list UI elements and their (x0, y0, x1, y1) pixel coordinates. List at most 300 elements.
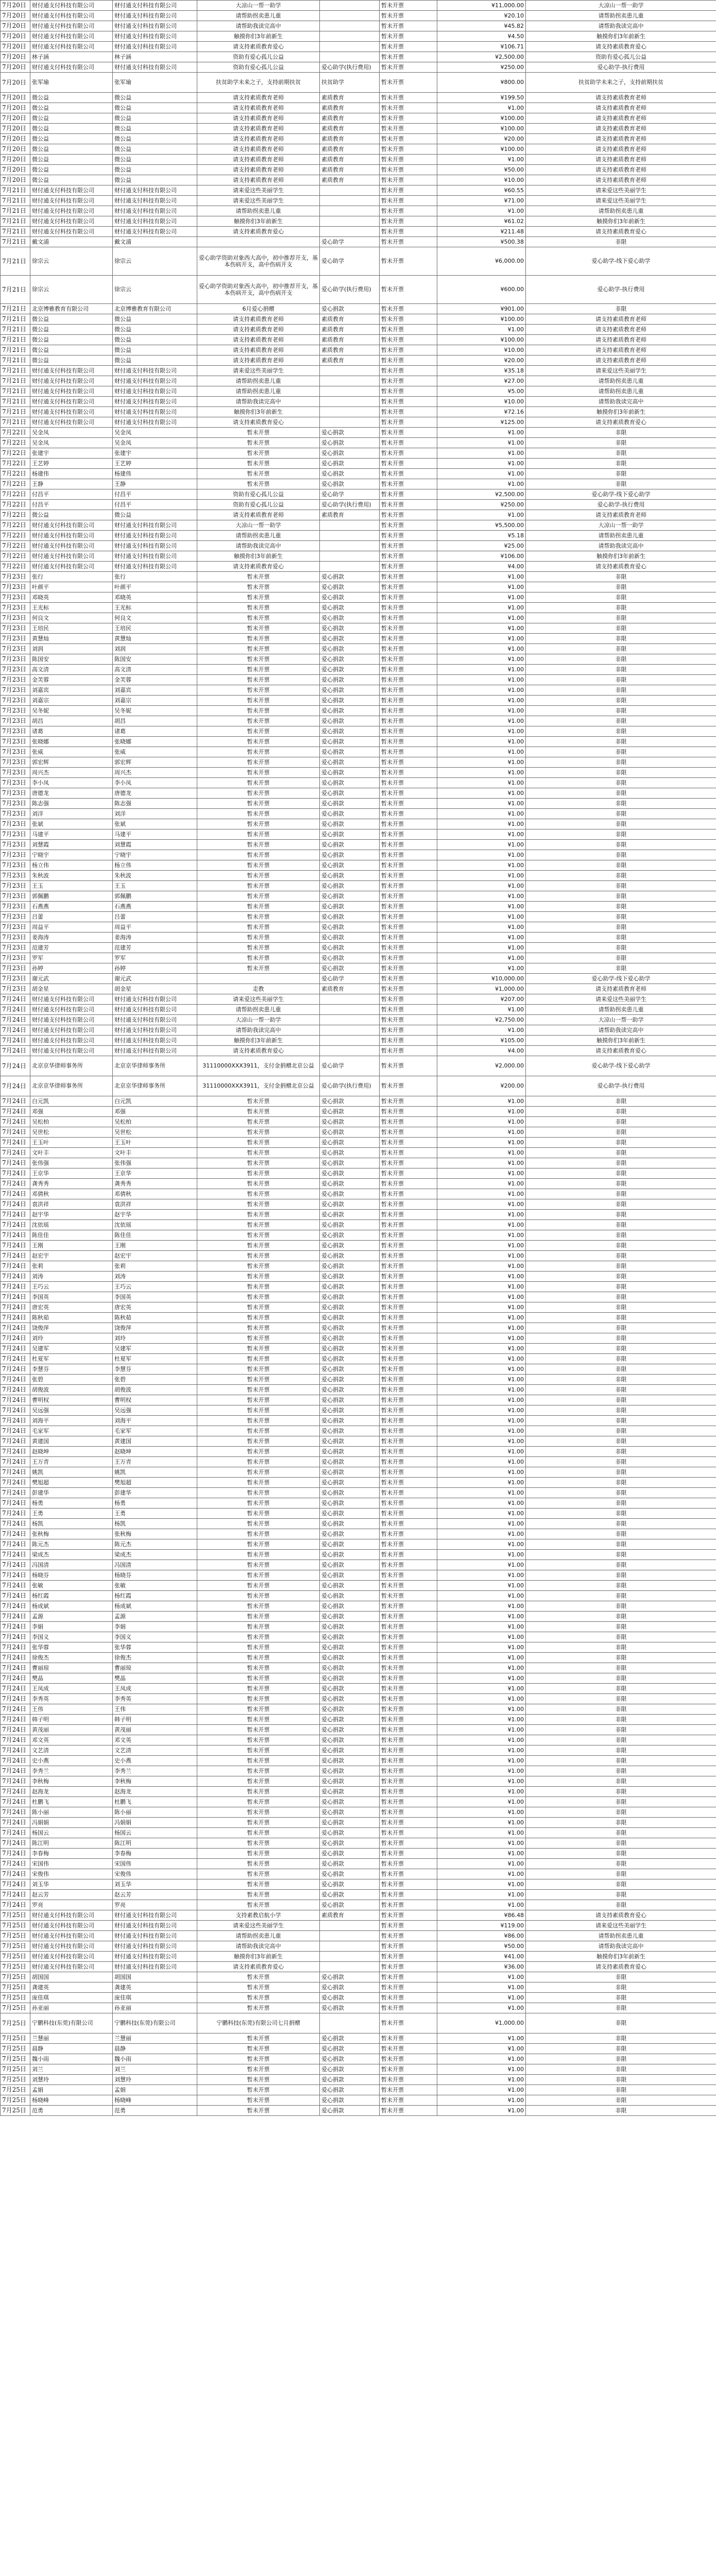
cell-purpose: 暂未开票 (197, 726, 320, 737)
cell-donor: 微公益 (30, 314, 113, 325)
cell-date: 7月23日 (1, 685, 30, 696)
cell-date: 7月24日 (1, 1694, 30, 1704)
cell-amount: ¥1.00 (437, 788, 526, 799)
cell-purpose: 请帮助拐卖患儿重 (197, 11, 320, 21)
table-row (1, 1005, 716, 1015)
table-row (1, 335, 716, 345)
cell-category: 爱心捐款 (320, 902, 380, 912)
cell-method: 暂未开票 (380, 778, 437, 788)
cell-method: 暂未开票 (380, 2106, 437, 2116)
table-row (1, 1416, 716, 1426)
cell-purpose: 暂未开票 (197, 850, 320, 860)
cell-category: 素质教育 (320, 1910, 380, 1921)
cell-donor: 财付通支付科技有限公司 (30, 531, 113, 541)
cell-date: 7月24日 (1, 1426, 30, 1436)
cell-payer: 胡国国 (113, 1972, 197, 1982)
cell-date: 7月20日 (1, 93, 30, 103)
cell-destination: 非限 (526, 696, 716, 706)
cell-donor: 孙亚丽 (30, 2003, 113, 2013)
cell-category: 爱心捐款 (320, 912, 380, 922)
cell-donor: 张晓娜 (30, 737, 113, 747)
cell-amount: ¥1.00 (437, 582, 526, 592)
table-row (1, 768, 716, 778)
cell-amount: ¥901.00 (437, 304, 526, 314)
cell-destination: 非限 (526, 654, 716, 665)
cell-date: 7月24日 (1, 1272, 30, 1282)
cell-amount: ¥119.00 (437, 1921, 526, 1931)
cell-donor: 张行 (30, 572, 113, 582)
cell-purpose: 暂未开票 (197, 1467, 320, 1478)
cell-destination: 非限 (526, 1828, 716, 1838)
cell-destination: 非限 (526, 1539, 716, 1550)
cell-category (320, 1962, 380, 1972)
cell-donor: 孟娟 (30, 2085, 113, 2095)
cell-category: 爱心助学 (320, 247, 380, 276)
cell-category: 爱心捐款 (320, 1849, 380, 1859)
cell-method: 暂未开票 (380, 1993, 437, 2003)
cell-date: 7月23日 (1, 850, 30, 860)
cell-date: 7月24日 (1, 1776, 30, 1787)
cell-donor: 石燕燕 (30, 902, 113, 912)
cell-date: 7月24日 (1, 1148, 30, 1158)
cell-date: 7月24日 (1, 1787, 30, 1797)
cell-payer: 冯娟娟 (113, 1818, 197, 1828)
cell-amount: ¥1.00 (437, 912, 526, 922)
cell-amount: ¥35.18 (437, 366, 526, 376)
cell-payer: 李国义 (113, 1632, 197, 1642)
cell-destination: 请来爱这些美丽学生 (526, 196, 716, 206)
cell-payer: 财付通支付科技有限公司 (113, 1910, 197, 1921)
table-row (1, 613, 716, 623)
cell-category (320, 1941, 380, 1952)
cell-purpose: 暂未开票 (197, 2054, 320, 2064)
cell-method: 暂未开票 (380, 974, 437, 984)
table-row (1, 1673, 716, 1684)
cell-category: 爱心捐款 (320, 1539, 380, 1550)
table-row (1, 62, 716, 73)
cell-payer: 微公益 (113, 134, 197, 144)
cell-destination: 非限 (526, 1838, 716, 1849)
cell-donor: 王巧云 (30, 1282, 113, 1292)
table-row (1, 984, 716, 994)
cell-amount: ¥5,500.00 (437, 520, 526, 531)
table-row (1, 1756, 716, 1766)
cell-donor: 李春梅 (30, 1849, 113, 1859)
cell-method: 暂未开票 (380, 103, 437, 113)
cell-date: 7月22日 (1, 448, 30, 459)
cell-method: 暂未开票 (380, 891, 437, 902)
cell-donor: 叶颜平 (30, 582, 113, 592)
cell-method: 暂未开票 (380, 1776, 437, 1787)
table-row (1, 1632, 716, 1642)
cell-category: 爱心助学 (320, 1056, 380, 1076)
cell-date: 7月22日 (1, 428, 30, 438)
cell-purpose: 请帮助我读完高中 (197, 397, 320, 407)
cell-date: 7月21日 (1, 216, 30, 227)
table-row (1, 943, 716, 953)
cell-purpose: 暂未开票 (197, 1272, 320, 1282)
cell-method: 暂未开票 (380, 1694, 437, 1704)
cell-date: 7月20日 (1, 21, 30, 31)
cell-destination: 非限 (526, 675, 716, 685)
cell-category: 爱心捐款 (320, 1230, 380, 1241)
cell-category: 爱心捐款 (320, 1622, 380, 1632)
cell-amount: ¥211.48 (437, 227, 526, 237)
cell-method: 暂未开票 (380, 2064, 437, 2075)
table-row (1, 891, 716, 902)
cell-purpose: 暂未开票 (197, 1210, 320, 1220)
cell-method: 暂未开票 (380, 572, 437, 582)
cell-date: 7月25日 (1, 1931, 30, 1941)
cell-destination: 非限 (526, 768, 716, 778)
cell-category (320, 1015, 380, 1025)
cell-purpose: 6月爱心捐赠 (197, 304, 320, 314)
cell-category: 爱心捐款 (320, 1107, 380, 1117)
cell-payer: 吴松柏 (113, 1117, 197, 1127)
cell-payer: 张华蓉 (113, 1642, 197, 1653)
cell-purpose: 暂未开票 (197, 1622, 320, 1632)
cell-method: 暂未开票 (380, 417, 437, 428)
cell-payer: 财付通支付科技有限公司 (113, 206, 197, 216)
cell-purpose: 暂未开票 (197, 623, 320, 634)
cell-donor: 刘涛 (30, 1272, 113, 1282)
cell-payer: 范勇 (113, 2106, 197, 2116)
table-row (1, 448, 716, 459)
cell-method: 暂未开票 (380, 1591, 437, 1601)
cell-date: 7月20日 (1, 165, 30, 175)
cell-method: 暂未开票 (380, 1015, 437, 1025)
cell-payer: 杨成斌 (113, 1601, 197, 1612)
cell-method: 暂未开票 (380, 809, 437, 819)
cell-date: 7月20日 (1, 124, 30, 134)
cell-method: 暂未开票 (380, 1436, 437, 1447)
cell-donor: 郭宏辉 (30, 757, 113, 768)
cell-destination: 非限 (526, 1323, 716, 1333)
cell-purpose: 暂未开票 (197, 1107, 320, 1117)
cell-category (320, 1036, 380, 1046)
cell-category: 爱心捐款 (320, 1426, 380, 1436)
cell-category (320, 2013, 380, 2033)
cell-payer: 财付通支付科技有限公司 (113, 520, 197, 531)
cell-destination: 请支持素质教育老师 (526, 510, 716, 520)
cell-donor: 财付通支付科技有限公司 (30, 216, 113, 227)
cell-destination: 非限 (526, 1612, 716, 1622)
cell-purpose: 暂未开票 (197, 809, 320, 819)
cell-destination: 非限 (526, 726, 716, 737)
cell-donor: 微公益 (30, 355, 113, 366)
cell-destination: 非限 (526, 1282, 716, 1292)
table-row (1, 685, 716, 696)
cell-method: 暂未开票 (380, 1766, 437, 1776)
cell-category: 爱心捐款 (320, 592, 380, 603)
cell-date: 7月24日 (1, 1756, 30, 1766)
cell-amount: ¥1.00 (437, 1168, 526, 1179)
cell-payer: 白元凯 (113, 1096, 197, 1107)
table-row (1, 953, 716, 963)
cell-destination: 非限 (526, 1653, 716, 1663)
cell-purpose: 暂未开票 (197, 1879, 320, 1890)
cell-category (320, 1005, 380, 1015)
cell-donor: 饶俊萍 (30, 1323, 113, 1333)
cell-donor: 杨勇 (30, 1498, 113, 1509)
cell-destination: 触摸你们3年前新生 (526, 407, 716, 417)
cell-category: 爱心捐款 (320, 1663, 380, 1673)
cell-purpose: 暂未开票 (197, 613, 320, 623)
table-row (1, 469, 716, 479)
cell-purpose: 大凉山一帮一助学 (197, 1, 320, 11)
cell-method: 暂未开票 (380, 1869, 437, 1879)
cell-category: 爱心捐款 (320, 2064, 380, 2075)
cell-payer: 杜夏军 (113, 1354, 197, 1364)
cell-payer: 孙婷 (113, 963, 197, 974)
cell-date: 7月24日 (1, 1117, 30, 1127)
cell-method: 暂未开票 (380, 325, 437, 335)
cell-destination: 非限 (526, 469, 716, 479)
cell-destination: 非限 (526, 1560, 716, 1570)
cell-category: 爱心捐款 (320, 428, 380, 438)
table-row (1, 1272, 716, 1282)
cell-destination: 非限 (526, 1107, 716, 1117)
cell-purpose: 暂未开票 (197, 479, 320, 489)
cell-payer: 王勇 (113, 1509, 197, 1519)
cell-date: 7月20日 (1, 42, 30, 52)
cell-method: 暂未开票 (380, 1818, 437, 1828)
cell-destination: 扶贫助学未来之子，支持前期扶贫 (526, 73, 716, 93)
cell-method: 暂未开票 (380, 1539, 437, 1550)
cell-donor: 刘慧玲 (30, 2075, 113, 2085)
cell-date: 7月21日 (1, 386, 30, 397)
cell-category: 爱心捐款 (320, 1292, 380, 1302)
table-row (1, 1127, 716, 1138)
cell-date: 7月23日 (1, 974, 30, 984)
cell-category: 爱心捐款 (320, 726, 380, 737)
cell-category: 素质教育 (320, 93, 380, 103)
cell-destination: 请支持素质教育老师 (526, 325, 716, 335)
cell-method: 暂未开票 (380, 685, 437, 696)
cell-donor: 吕蕾 (30, 912, 113, 922)
cell-donor: 微公益 (30, 165, 113, 175)
table-row (1, 1869, 716, 1879)
cell-payer: 张秋梅 (113, 1529, 197, 1539)
cell-donor: 微公益 (30, 134, 113, 144)
cell-purpose: 暂未开票 (197, 1818, 320, 1828)
table-row (1, 479, 716, 489)
cell-amount: ¥10.00 (437, 345, 526, 355)
table-row (1, 644, 716, 654)
cell-purpose: 暂未开票 (197, 1519, 320, 1529)
cell-payer: 财付通支付科技有限公司 (113, 376, 197, 386)
cell-category: 爱心捐款 (320, 1457, 380, 1467)
cell-category: 爱心捐款 (320, 1673, 380, 1684)
cell-category: 爱心捐款 (320, 747, 380, 757)
cell-payer: 财付通支付科技有限公司 (113, 407, 197, 417)
cell-method: 暂未开票 (380, 1570, 437, 1581)
cell-method: 暂未开票 (380, 1138, 437, 1148)
cell-amount: ¥1.00 (437, 2085, 526, 2095)
cell-donor: 周益平 (30, 922, 113, 933)
cell-amount: ¥1.00 (437, 1364, 526, 1375)
cell-payer: 张晓娜 (113, 737, 197, 747)
table-row (1, 1509, 716, 1519)
cell-method: 暂未开票 (380, 912, 437, 922)
cell-destination: 请帮助我读完高中 (526, 1025, 716, 1036)
table-row (1, 113, 716, 124)
cell-donor: 宁鹏科技(东莞)有限公司 (30, 2013, 113, 2033)
cell-destination: 非限 (526, 1529, 716, 1539)
cell-destination: 非限 (526, 572, 716, 582)
cell-donor: 王万青 (30, 1457, 113, 1467)
cell-destination: 请支持素质教育爱心 (526, 42, 716, 52)
cell-destination: 非限 (526, 881, 716, 891)
cell-purpose: 暂未开票 (197, 1890, 320, 1900)
cell-method: 暂未开票 (380, 1148, 437, 1158)
cell-purpose: 暂未开票 (197, 1993, 320, 2003)
cell-payer: 王玉 (113, 881, 197, 891)
cell-purpose: 暂未开票 (197, 1982, 320, 1993)
table-row (1, 345, 716, 355)
table-row (1, 103, 716, 113)
cell-category: 爱心捐款 (320, 881, 380, 891)
cell-method: 暂未开票 (380, 1158, 437, 1168)
table-row (1, 1838, 716, 1849)
cell-destination: 触摸你们3年前新生 (526, 551, 716, 562)
table-row (1, 623, 716, 634)
cell-destination: 非限 (526, 1447, 716, 1457)
cell-category: 爱心捐款 (320, 1612, 380, 1622)
cell-date: 7月24日 (1, 1056, 30, 1076)
cell-donor: 黄茂丽 (30, 1725, 113, 1735)
cell-method: 暂未开票 (380, 1302, 437, 1313)
cell-payer: 财付通支付科技有限公司 (113, 386, 197, 397)
cell-method: 暂未开票 (380, 1488, 437, 1498)
cell-method: 暂未开票 (380, 1787, 437, 1797)
cell-date: 7月24日 (1, 1251, 30, 1261)
cell-purpose: 暂未开票 (197, 1539, 320, 1550)
table-row (1, 603, 716, 613)
cell-date: 7月20日 (1, 31, 30, 42)
cell-donor: 史小燕 (30, 1756, 113, 1766)
cell-method: 暂未开票 (380, 2095, 437, 2106)
cell-date: 7月21日 (1, 276, 30, 304)
cell-payer: 财付通支付科技有限公司 (113, 417, 197, 428)
table-row (1, 155, 716, 165)
cell-amount: ¥41.00 (437, 1952, 526, 1962)
cell-date: 7月24日 (1, 1036, 30, 1046)
cell-donor: 财付通支付科技有限公司 (30, 520, 113, 531)
cell-destination: 爱心助学-线下爱心助学 (526, 489, 716, 500)
cell-donor: 黄慧灿 (30, 634, 113, 644)
cell-destination: 非限 (526, 2033, 716, 2044)
cell-amount: ¥1.00 (437, 1189, 526, 1199)
table-row (1, 2044, 716, 2054)
cell-donor: 北京京华律师事务所 (30, 1076, 113, 1096)
table-row (1, 314, 716, 325)
cell-donor: 吴金凤 (30, 428, 113, 438)
cell-donor: 王光标 (30, 603, 113, 613)
cell-method: 暂未开票 (380, 1952, 437, 1962)
cell-date: 7月23日 (1, 799, 30, 809)
table-row (1, 1158, 716, 1168)
cell-date: 7月22日 (1, 562, 30, 572)
cell-date: 7月24日 (1, 1385, 30, 1395)
cell-date: 7月24日 (1, 1364, 30, 1375)
cell-amount: ¥1.00 (437, 1612, 526, 1622)
cell-amount: ¥61.02 (437, 216, 526, 227)
cell-destination: 请来爱这些美丽学生 (526, 1921, 716, 1931)
cell-category: 爱心捐款 (320, 2003, 380, 2013)
cell-amount: ¥1.00 (437, 1849, 526, 1859)
cell-donor: 文叶丰 (30, 1148, 113, 1158)
cell-method: 暂未开票 (380, 1807, 437, 1818)
cell-method: 暂未开票 (380, 489, 437, 500)
cell-payer: 曹丽琼 (113, 1663, 197, 1673)
cell-date: 7月25日 (1, 1982, 30, 1993)
cell-payer: 付昌平 (113, 500, 197, 510)
cell-category (320, 531, 380, 541)
cell-payer: 邓晓英 (113, 592, 197, 603)
cell-date: 7月24日 (1, 1818, 30, 1828)
cell-purpose: 暂未开票 (197, 2003, 320, 2013)
cell-purpose: 请帮助我读完高中 (197, 21, 320, 31)
cell-purpose: 暂未开票 (197, 1673, 320, 1684)
cell-payer: 刘涛 (113, 1272, 197, 1282)
cell-date: 7月25日 (1, 2044, 30, 2054)
cell-payer: 财付通支付科技有限公司 (113, 562, 197, 572)
cell-method: 暂未开票 (380, 1519, 437, 1529)
cell-purpose: 请支持素质教育爱心 (197, 1046, 320, 1056)
cell-date: 7月24日 (1, 1375, 30, 1385)
table-row (1, 933, 716, 943)
cell-payer: 王培民 (113, 623, 197, 634)
cell-donor: 徐宗云 (30, 276, 113, 304)
cell-destination: 非限 (526, 1570, 716, 1581)
cell-method: 暂未开票 (380, 459, 437, 469)
cell-donor: 财付通支付科技有限公司 (30, 62, 113, 73)
cell-purpose: 暂未开票 (197, 2085, 320, 2095)
cell-method: 暂未开票 (380, 757, 437, 768)
cell-payer: 陈佳佳 (113, 1230, 197, 1241)
cell-category: 爱心捐款 (320, 799, 380, 809)
cell-method: 暂未开票 (380, 52, 437, 62)
cell-date: 7月24日 (1, 1025, 30, 1036)
cell-category: 爱心捐款 (320, 1900, 380, 1910)
cell-destination: 非限 (526, 757, 716, 768)
cell-date: 7月24日 (1, 1179, 30, 1189)
cell-method: 暂未开票 (380, 1025, 437, 1036)
cell-date: 7月23日 (1, 747, 30, 757)
cell-date: 7月24日 (1, 1725, 30, 1735)
cell-donor: 财付通支付科技有限公司 (30, 1015, 113, 1025)
cell-method: 暂未开票 (380, 1745, 437, 1756)
cell-amount: ¥1.00 (437, 1251, 526, 1261)
cell-date: 7月23日 (1, 654, 30, 665)
cell-method: 暂未开票 (380, 933, 437, 943)
cell-destination: 非限 (526, 448, 716, 459)
cell-donor: 刘海平 (30, 1416, 113, 1426)
cell-amount: ¥1.00 (437, 953, 526, 963)
cell-date: 7月24日 (1, 1405, 30, 1416)
cell-destination: 非限 (526, 1807, 716, 1818)
cell-method: 暂未开票 (380, 1632, 437, 1642)
cell-method: 暂未开票 (380, 1344, 437, 1354)
cell-payer: 杨晓芬 (113, 1570, 197, 1581)
cell-payer: 吴冬妮 (113, 706, 197, 716)
cell-donor: 李小凤 (30, 778, 113, 788)
cell-purpose: 暂未开票 (197, 1694, 320, 1704)
table-row (1, 1962, 716, 1972)
cell-date: 7月24日 (1, 1612, 30, 1622)
cell-category: 爱心捐款 (320, 1838, 380, 1849)
